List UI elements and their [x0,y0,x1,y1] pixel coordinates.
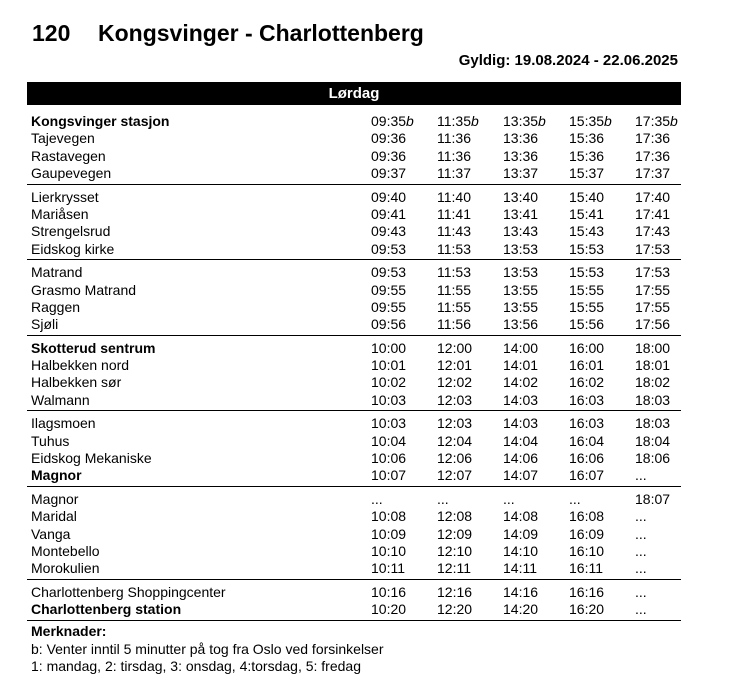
departure-time: 13:55 [503,298,539,315]
departure-time: 11:37 [437,165,471,182]
departure-time: 13:55 [503,281,539,298]
table-row [27,392,681,409]
table-row [27,241,681,258]
table-row [27,508,681,525]
departure-time: ... [635,467,647,484]
table-row [27,189,681,206]
departure-time: 11:56 [437,316,471,333]
departure-time: 09:55 [371,298,407,315]
departure-time: 18:00 [635,339,671,356]
day-header: Lørdag [27,82,681,105]
departure-time: 12:16 [437,583,473,600]
departure-time: ... [635,601,647,618]
stop-name: Eidskog Mekaniske [31,450,152,467]
departure-time: 17:36 [635,147,671,164]
departure-time: 14:00 [503,339,539,356]
departure-time: 10:20 [371,601,407,618]
table-row [27,299,681,316]
notes-heading: Merknader: [31,623,107,639]
departure-time: 17:53 [635,240,671,257]
departure-time: 10:00 [371,339,407,356]
departure-time: 09:40 [371,188,407,205]
departure-time: ... [569,490,581,507]
departure-time: 14:02 [503,374,539,391]
route-number: 120 [32,20,71,46]
stop-name: Morokulien [31,560,100,577]
departure-time: 12:08 [437,508,473,525]
departure-time: 10:01 [371,357,407,374]
stop-name: Tajevegen [31,130,95,147]
departure-time: 13:40 [503,188,539,205]
departure-time: 10:10 [371,542,407,559]
departure-time: 14:06 [503,450,539,467]
departure-time: 09:55 [371,281,407,298]
departure-time: 17:41 [635,205,671,222]
stop-group [27,113,681,185]
departure-time: 11:40 [437,188,471,205]
departure-time: 12:00 [437,339,473,356]
departure-time: 10:07 [371,467,407,484]
departure-time: 12:09 [437,525,473,542]
departure-time: 11:53 [437,264,471,281]
departure-time: 11:53 [437,240,471,257]
stop-name: Tuhus [31,432,70,449]
departure-time: 09:56 [371,316,407,333]
departure-time: 16:16 [569,583,605,600]
stop-group [27,584,681,621]
departure-time: 13:43 [503,223,539,240]
departure-time: 18:02 [635,374,671,391]
route-title [32,20,424,47]
stop-name: Eidskog kirke [31,240,115,257]
stop-name: Charlottenberg Shoppingcenter [31,583,226,600]
table-row [27,491,681,508]
departure-time: 16:02 [569,374,605,391]
departure-time: 15:55 [569,298,605,315]
departure-time: 14:20 [503,601,539,618]
departure-time: 16:07 [569,467,605,484]
departure-time: 12:07 [437,467,473,484]
table-row [27,316,681,333]
table-row [27,264,681,281]
departure-time: 14:04 [503,432,539,449]
departure-time: 15:55 [569,281,605,298]
departure-time: 18:06 [635,450,671,467]
table-row [27,374,681,391]
departure-time: 09:36 [371,130,407,147]
departure-time: ... [635,508,647,525]
departure-time: 14:08 [503,508,539,525]
departure-time: 15:35b [569,113,612,129]
departure-time: 10:03 [371,391,407,408]
stop-group [27,340,681,412]
departure-time: 15:41 [569,205,605,222]
stop-name: Magnor [31,490,79,507]
stop-name: Strengelsrud [31,223,111,240]
table-row [27,415,681,432]
departure-time: 16:03 [569,391,605,408]
departure-time: 16:00 [569,339,605,356]
departure-time: 09:41 [371,205,407,222]
departure-time: 15:36 [569,130,605,147]
table-row [27,282,681,299]
departure-time: 16:06 [569,450,605,467]
stop-name: Mariåsen [31,205,89,222]
departure-time: 10:09 [371,525,407,542]
departure-time: 18:03 [635,415,671,432]
departure-time: 10:11 [371,560,405,577]
departure-time: 12:01 [437,357,473,374]
table-row [27,130,681,147]
table-row [27,340,681,357]
departure-time: 15:56 [569,316,605,333]
table-row [27,223,681,240]
departure-time: 12:03 [437,391,473,408]
departure-time: 18:01 [635,357,671,374]
departure-time: ... [635,525,647,542]
stop-name: Sjøli [31,316,59,333]
stop-name: Kongsvinger stasjon [31,113,170,129]
departure-time: 17:35b [635,113,678,129]
departure-time: 11:43 [437,223,471,240]
note-marker: b [604,113,612,129]
departure-time: 15:43 [569,223,605,240]
note-marker: b [471,113,479,129]
departure-time: ... [503,490,515,507]
departure-time: 14:11 [503,560,537,577]
stop-name: Skotterud sentrum [31,339,156,356]
departure-time: 12:10 [437,542,473,559]
departure-time: 15:40 [569,188,605,205]
departure-time: ... [635,583,647,600]
departure-time: 12:02 [437,374,473,391]
departure-time: 12:03 [437,415,473,432]
departure-time: 09:37 [371,165,407,182]
stop-group [27,264,681,336]
departure-time: 16:11 [569,560,603,577]
note-marker: b [670,113,678,129]
table-row [27,584,681,601]
departure-time: 14:01 [503,357,539,374]
stop-name: Gaupevegen [31,165,112,182]
departure-time: 15:36 [569,147,605,164]
departure-time: 13:53 [503,240,539,257]
departure-time: 14:09 [503,525,539,542]
note-line: b: Venter inntil 5 minutter på tog fra Oslo ved forsinkelser [31,640,384,657]
departure-time: 09:53 [371,264,407,281]
stop-name: Grasmo Matrand [31,281,137,298]
stop-name: Montebello [31,542,100,559]
departure-time: ... [371,490,383,507]
stop-name: Halbekken sør [31,374,122,391]
validity-period: Gyldig: 19.08.2024 - 22.06.2025 [458,52,678,69]
timetable [27,113,681,625]
route-name: Kongsvinger - Charlottenberg [98,20,424,46]
departure-time: 18:07 [635,490,671,507]
stop-group [27,415,681,487]
table-row [27,450,681,467]
departure-time: 14:16 [503,583,539,600]
departure-time: 11:55 [437,298,471,315]
departure-time: 14:07 [503,467,539,484]
departure-time: 13:35b [503,113,546,129]
table-row [27,601,681,618]
departure-time: 16:20 [569,601,605,618]
departure-time: 12:11 [437,560,471,577]
note-line: 1: mandag, 2: tirsdag, 3: onsdag, 4:torsdag, 5: fredag [31,658,361,674]
departure-time: 16:08 [569,508,605,525]
departure-time: 16:04 [569,432,605,449]
departure-time: 17:53 [635,264,671,281]
stop-name: Matrand [31,264,83,281]
departure-time: 17:43 [635,223,671,240]
table-row [27,113,681,130]
departure-time: 12:20 [437,601,473,618]
departure-time: 09:43 [371,223,407,240]
departure-time: 15:53 [569,240,605,257]
note-marker: b [406,113,414,129]
stop-name: Vanga [31,525,71,542]
table-row [27,165,681,182]
departure-time: 14:10 [503,542,539,559]
departure-time: 10:04 [371,432,407,449]
departure-time: 11:55 [437,281,471,298]
stop-name: Magnor [31,467,82,484]
departure-time: 18:04 [635,432,671,449]
departure-time: 16:03 [569,415,605,432]
stop-name: Raggen [31,298,81,315]
departure-time: 13:36 [503,147,539,164]
departure-time: 12:04 [437,432,473,449]
table-row [27,148,681,165]
departure-time: 14:03 [503,391,539,408]
stop-name: Charlottenberg station [31,601,182,618]
table-row [27,433,681,450]
departure-time: 15:53 [569,264,605,281]
stop-group [27,189,681,261]
departure-time: ... [635,560,647,577]
departure-time: 09:36 [371,147,407,164]
departure-time: 15:37 [569,165,605,182]
departure-time: ... [437,490,449,507]
table-row [27,206,681,223]
stop-name: Lierkrysset [31,188,99,205]
departure-time: 13:53 [503,264,539,281]
table-row [27,467,681,484]
departure-time: 10:03 [371,415,407,432]
departure-time: 13:41 [503,205,539,222]
departure-time: 17:55 [635,298,671,315]
departure-time: 10:06 [371,450,407,467]
stop-group [27,491,681,580]
departure-time: 17:36 [635,130,671,147]
table-row [27,560,681,577]
stop-name: Maridal [31,508,77,525]
departure-time: 11:35b [437,113,479,129]
note-marker: b [538,113,546,129]
departure-time: 14:03 [503,415,539,432]
departure-time: 18:03 [635,391,671,408]
departure-time: 10:16 [371,583,407,600]
departure-time: 13:56 [503,316,539,333]
stop-name: Ilagsmoen [31,415,96,432]
departure-time: 17:55 [635,281,671,298]
departure-time: 17:37 [635,165,671,182]
departure-time: 17:40 [635,188,671,205]
departure-time: 16:10 [569,542,605,559]
departure-time: 16:09 [569,525,605,542]
table-row [27,543,681,560]
departure-time: 17:56 [635,316,671,333]
departure-time: 10:08 [371,508,407,525]
stop-name: Walmann [31,391,90,408]
departure-time: 12:06 [437,450,473,467]
departure-time: 11:36 [437,147,471,164]
departure-time: 11:41 [437,205,471,222]
departure-time: 13:36 [503,130,539,147]
stop-name: Halbekken nord [31,357,130,374]
stop-name: Rastavegen [31,147,106,164]
departure-time: 13:37 [503,165,539,182]
departure-time: 11:36 [437,130,471,147]
departure-time: 09:35b [371,113,414,129]
departure-time: ... [635,542,647,559]
notes [31,623,384,676]
departure-time: 09:53 [371,240,407,257]
table-row [27,526,681,543]
departure-time: 10:02 [371,374,407,391]
table-row [27,357,681,374]
departure-time: 16:01 [569,357,605,374]
